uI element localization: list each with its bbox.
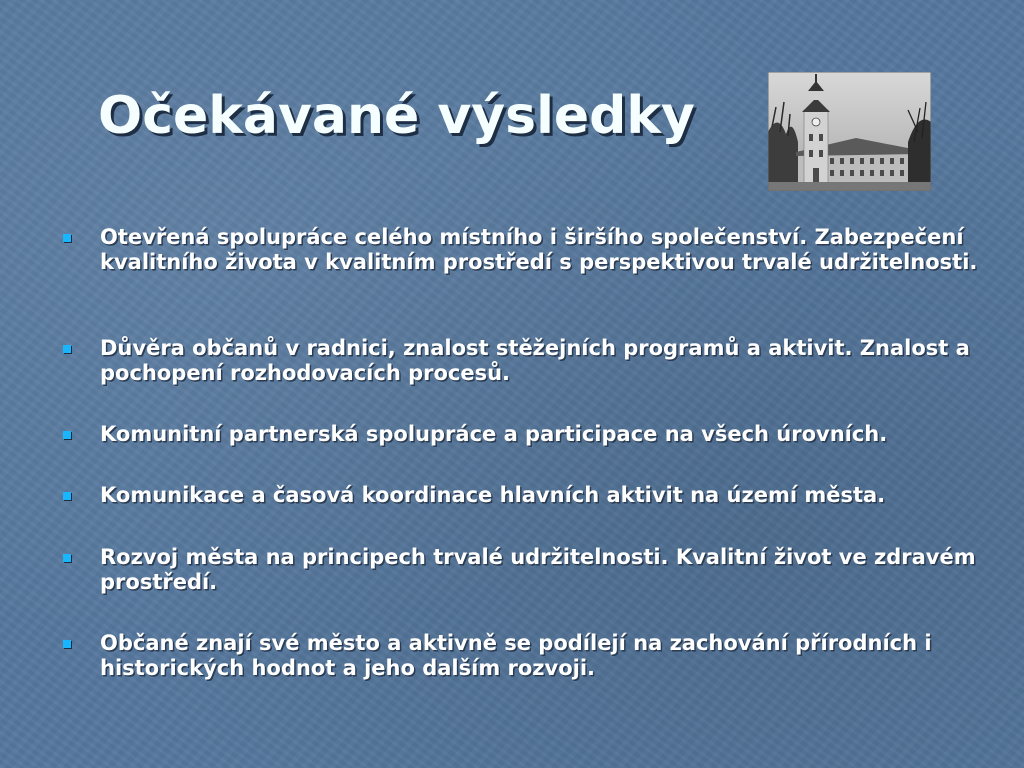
bullet-text: Otevřená spolupráce celého místního i širšího společenství. Zabezpečení kvalitního života v kvalitním prostředí s perspektivou trvalé udržitelnosti.: [100, 225, 978, 274]
square-bullet-icon: [63, 431, 71, 439]
slide-title: Očekávané výsledky: [98, 86, 695, 146]
bullet-text: Rozvoj města na principech trvalé udržitelnosti. Kvalitní život ve zdravém prostředí.: [100, 545, 976, 594]
square-bullet-icon: [63, 234, 71, 242]
bullet-text: Komunitní partnerská spolupráce a participace na všech úrovních.: [100, 422, 888, 446]
list-item: [100, 422, 980, 447]
list-item: [100, 225, 980, 275]
bullet-text: Důvěra občanů v radnici, znalost stěžejních programů a aktivit. Znalost a pochopení rozhodovacích procesů.: [100, 336, 970, 385]
square-bullet-icon: [63, 554, 71, 562]
bullet-text: Komunikace a časová koordinace hlavních aktivit na území města.: [100, 483, 886, 507]
bullet-text: Občané znají své město a aktivně se podílejí na zachování přírodních i historických hodnot a jeho dalším rozvoji.: [100, 631, 932, 680]
list-item: [100, 483, 980, 508]
square-bullet-icon: [63, 492, 71, 500]
list-item: [100, 545, 980, 595]
list-item: [100, 631, 980, 681]
square-bullet-icon: [63, 640, 71, 648]
list-item: [100, 336, 980, 386]
square-bullet-icon: [63, 345, 71, 353]
